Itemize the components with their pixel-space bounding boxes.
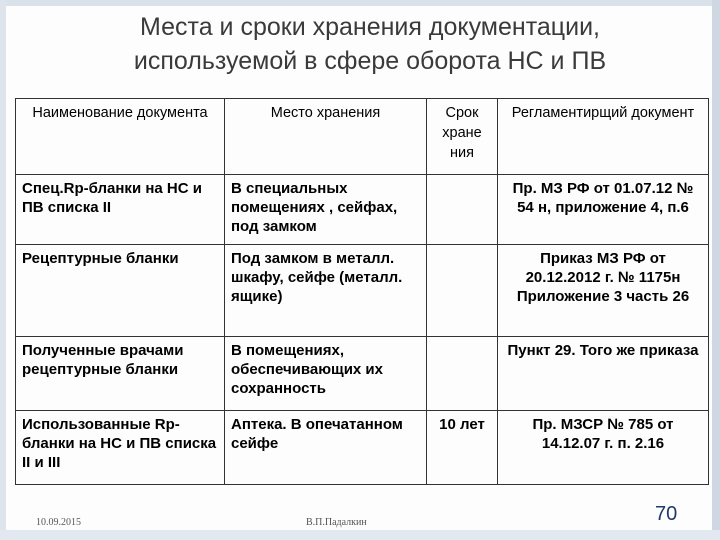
- cell-document: Использованные Rp-бланки на НС и ПВ списка II и III: [16, 411, 225, 485]
- table-row: [16, 245, 709, 337]
- cell-document: Рецептурные бланки: [16, 245, 225, 337]
- table-row: [16, 411, 709, 485]
- storage-table: [15, 98, 709, 485]
- table-row: [16, 337, 709, 411]
- page-number: 70: [655, 503, 678, 525]
- cell-regulation: Пр. МЗСР № 785 от 14.12.07 г. п. 2.16: [498, 411, 709, 485]
- slide-title-line-1: Места и сроки хранения документации,: [140, 13, 600, 41]
- cell-regulation: Пр. МЗ РФ от 01.07.12 № 54 н, приложение 4, п.6: [498, 175, 709, 245]
- header-storage-term: Срок хране ния: [427, 99, 498, 175]
- header-storage-place: Место хранения: [225, 99, 427, 175]
- table-row: [16, 175, 709, 245]
- cell-place: В помещениях, обеспечивающих их сохранность: [225, 337, 427, 411]
- cell-document: Полученные врачами рецептурные бланки: [16, 337, 225, 411]
- frame-bottom: [0, 530, 720, 540]
- header-document-name: Наименование документа: [16, 99, 225, 175]
- footer-date: 10.09.2015: [36, 517, 81, 528]
- cell-term: [427, 175, 498, 245]
- cell-regulation: Пункт 29. Того же приказа: [498, 337, 709, 411]
- cell-place: Аптека. В опечатанном сейфе: [225, 411, 427, 485]
- cell-term: 10 лет: [427, 411, 498, 485]
- header-regulatory-document: Регламентирщий документ: [498, 99, 709, 175]
- slide-title: [60, 10, 680, 78]
- slide-title-line-2: используемой в сфере оборота НС и ПВ: [133, 47, 607, 75]
- cell-term: [427, 245, 498, 337]
- cell-place: В специальных помещениях , сейфах, под замком: [225, 175, 427, 245]
- frame-right: [712, 0, 720, 540]
- cell-place: Под замком в металл. шкафу, сейфе (металл. ящике): [225, 245, 427, 337]
- frame-top: [0, 0, 720, 6]
- footer-author: В.П.Падалкин: [306, 517, 367, 528]
- frame-left: [0, 0, 6, 540]
- cell-term: [427, 337, 498, 411]
- table-header-row: [16, 99, 709, 175]
- cell-regulation: Приказ МЗ РФ от 20.12.2012 г. № 1175н Приложение 3 часть 26: [498, 245, 709, 337]
- cell-document: Спец.Rp-бланки на НС и ПВ списка II: [16, 175, 225, 245]
